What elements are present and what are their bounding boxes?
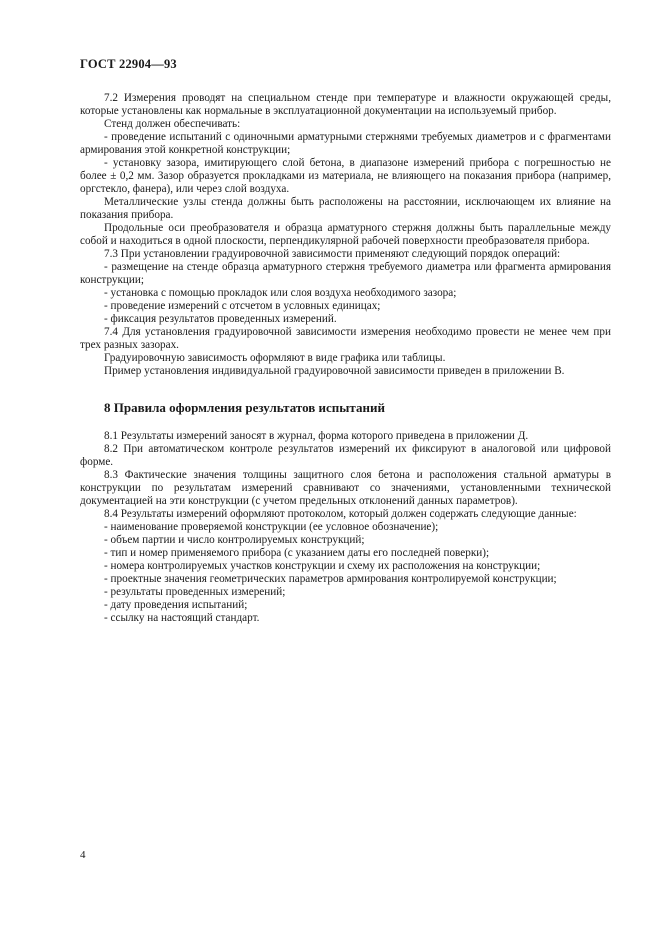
page-number: 4 xyxy=(80,849,86,861)
paragraph: 7.2 Измерения проводят на специальном стенде при температуре и влажности окружающей среды, которые установлены как нормальные в эксплуатационной документации на используемый прибор. xyxy=(80,92,611,117)
list-item: - результаты проведенных измерений; xyxy=(104,586,286,598)
paragraph: 7.4 Для установления градуировочной зависимости измерения необходимо провести не менее чем при трех разных зазорах. xyxy=(80,326,611,351)
list-item: - проектные значения геометрических параметров армирования контролируемой конструкции; xyxy=(104,573,557,585)
list-item: - установку зазора, имитирующего слой бетона, в диапазоне измерений прибора с погрешностью не более ± 0,2 мм. Зазор образуется прокладками из материала, не влияющего на показания прибора (например, оргстекло, фанера), или через слой воздуха. xyxy=(80,157,611,195)
paragraph: Градуировочную зависимость оформляют в виде графика или таблицы. xyxy=(104,352,446,364)
list-item: - ссылку на настоящий стандарт. xyxy=(104,612,260,624)
paragraph: 7.3 При установлении градуировочной зависимости применяют следующий порядок операций: xyxy=(104,248,561,260)
list-item: - тип и номер применяемого прибора (с указанием даты его последней поверки); xyxy=(104,547,490,559)
paragraph: Продольные оси преобразователя и образца арматурного стержня должны быть параллельные между собой и находиться в одной плоскости, перпендикулярной рабочей поверхности преобразователя прибора. xyxy=(80,222,611,247)
list-item: - проведение испытаний с одиночными арматурными стержнями требуемых диаметров и с фрагментами армирования этой конкретной конструкции; xyxy=(80,131,611,156)
list-item: - размещение на стенде образца арматурного стержня требуемого диаметра или фрагмента армирования конструкции; xyxy=(80,261,611,286)
paragraph: 8.4 Результаты измерений оформляют протоколом, который должен содержать следующие данные: xyxy=(104,508,577,520)
document-header: ГОСТ 22904—93 xyxy=(80,57,177,71)
paragraph: Металлические узлы стенда должны быть расположены на расстоянии, исключающем их влияние на показания прибора. xyxy=(80,196,611,221)
list-item: - номера контролируемых участков конструкции и схему их расположения на конструкции; xyxy=(104,560,541,572)
list-item: - фиксация результатов проведенных измерений. xyxy=(104,313,337,325)
list-item: - проведение измерений с отсчетом в условных единицах; xyxy=(104,300,381,312)
paragraph: Стенд должен обеспечивать: xyxy=(104,118,241,130)
list-item: - объем партии и число контролируемых конструкций; xyxy=(104,534,365,546)
paragraph: 8.3 Фактические значения толщины защитного слоя бетона и расположения стальной арматуры в конструкции по результатам измерений сравнивают со значениями, установленными технической документацией на эти конструкции (с учетом предельных отклонений данных параметров). xyxy=(80,469,611,507)
paragraph: Пример установления индивидуальной градуировочной зависимости приведен в приложении В. xyxy=(104,365,565,377)
section-heading: 8 Правила оформления результатов испытаний xyxy=(104,400,385,415)
paragraph: 8.2 При автоматическом контроле результатов измерений их фиксируют в аналоговой или цифровой форме. xyxy=(80,443,611,468)
paragraph: 8.1 Результаты измерений заносят в журнал, форма которого приведена в приложении Д. xyxy=(104,430,529,442)
list-item: - установка с помощью прокладок или слоя воздуха необходимого зазора; xyxy=(104,287,457,299)
page-body xyxy=(80,92,611,625)
list-item: - дату проведения испытаний; xyxy=(104,599,248,611)
list-item: - наименование проверяемой конструкции (ее условное обозначение); xyxy=(104,521,439,533)
